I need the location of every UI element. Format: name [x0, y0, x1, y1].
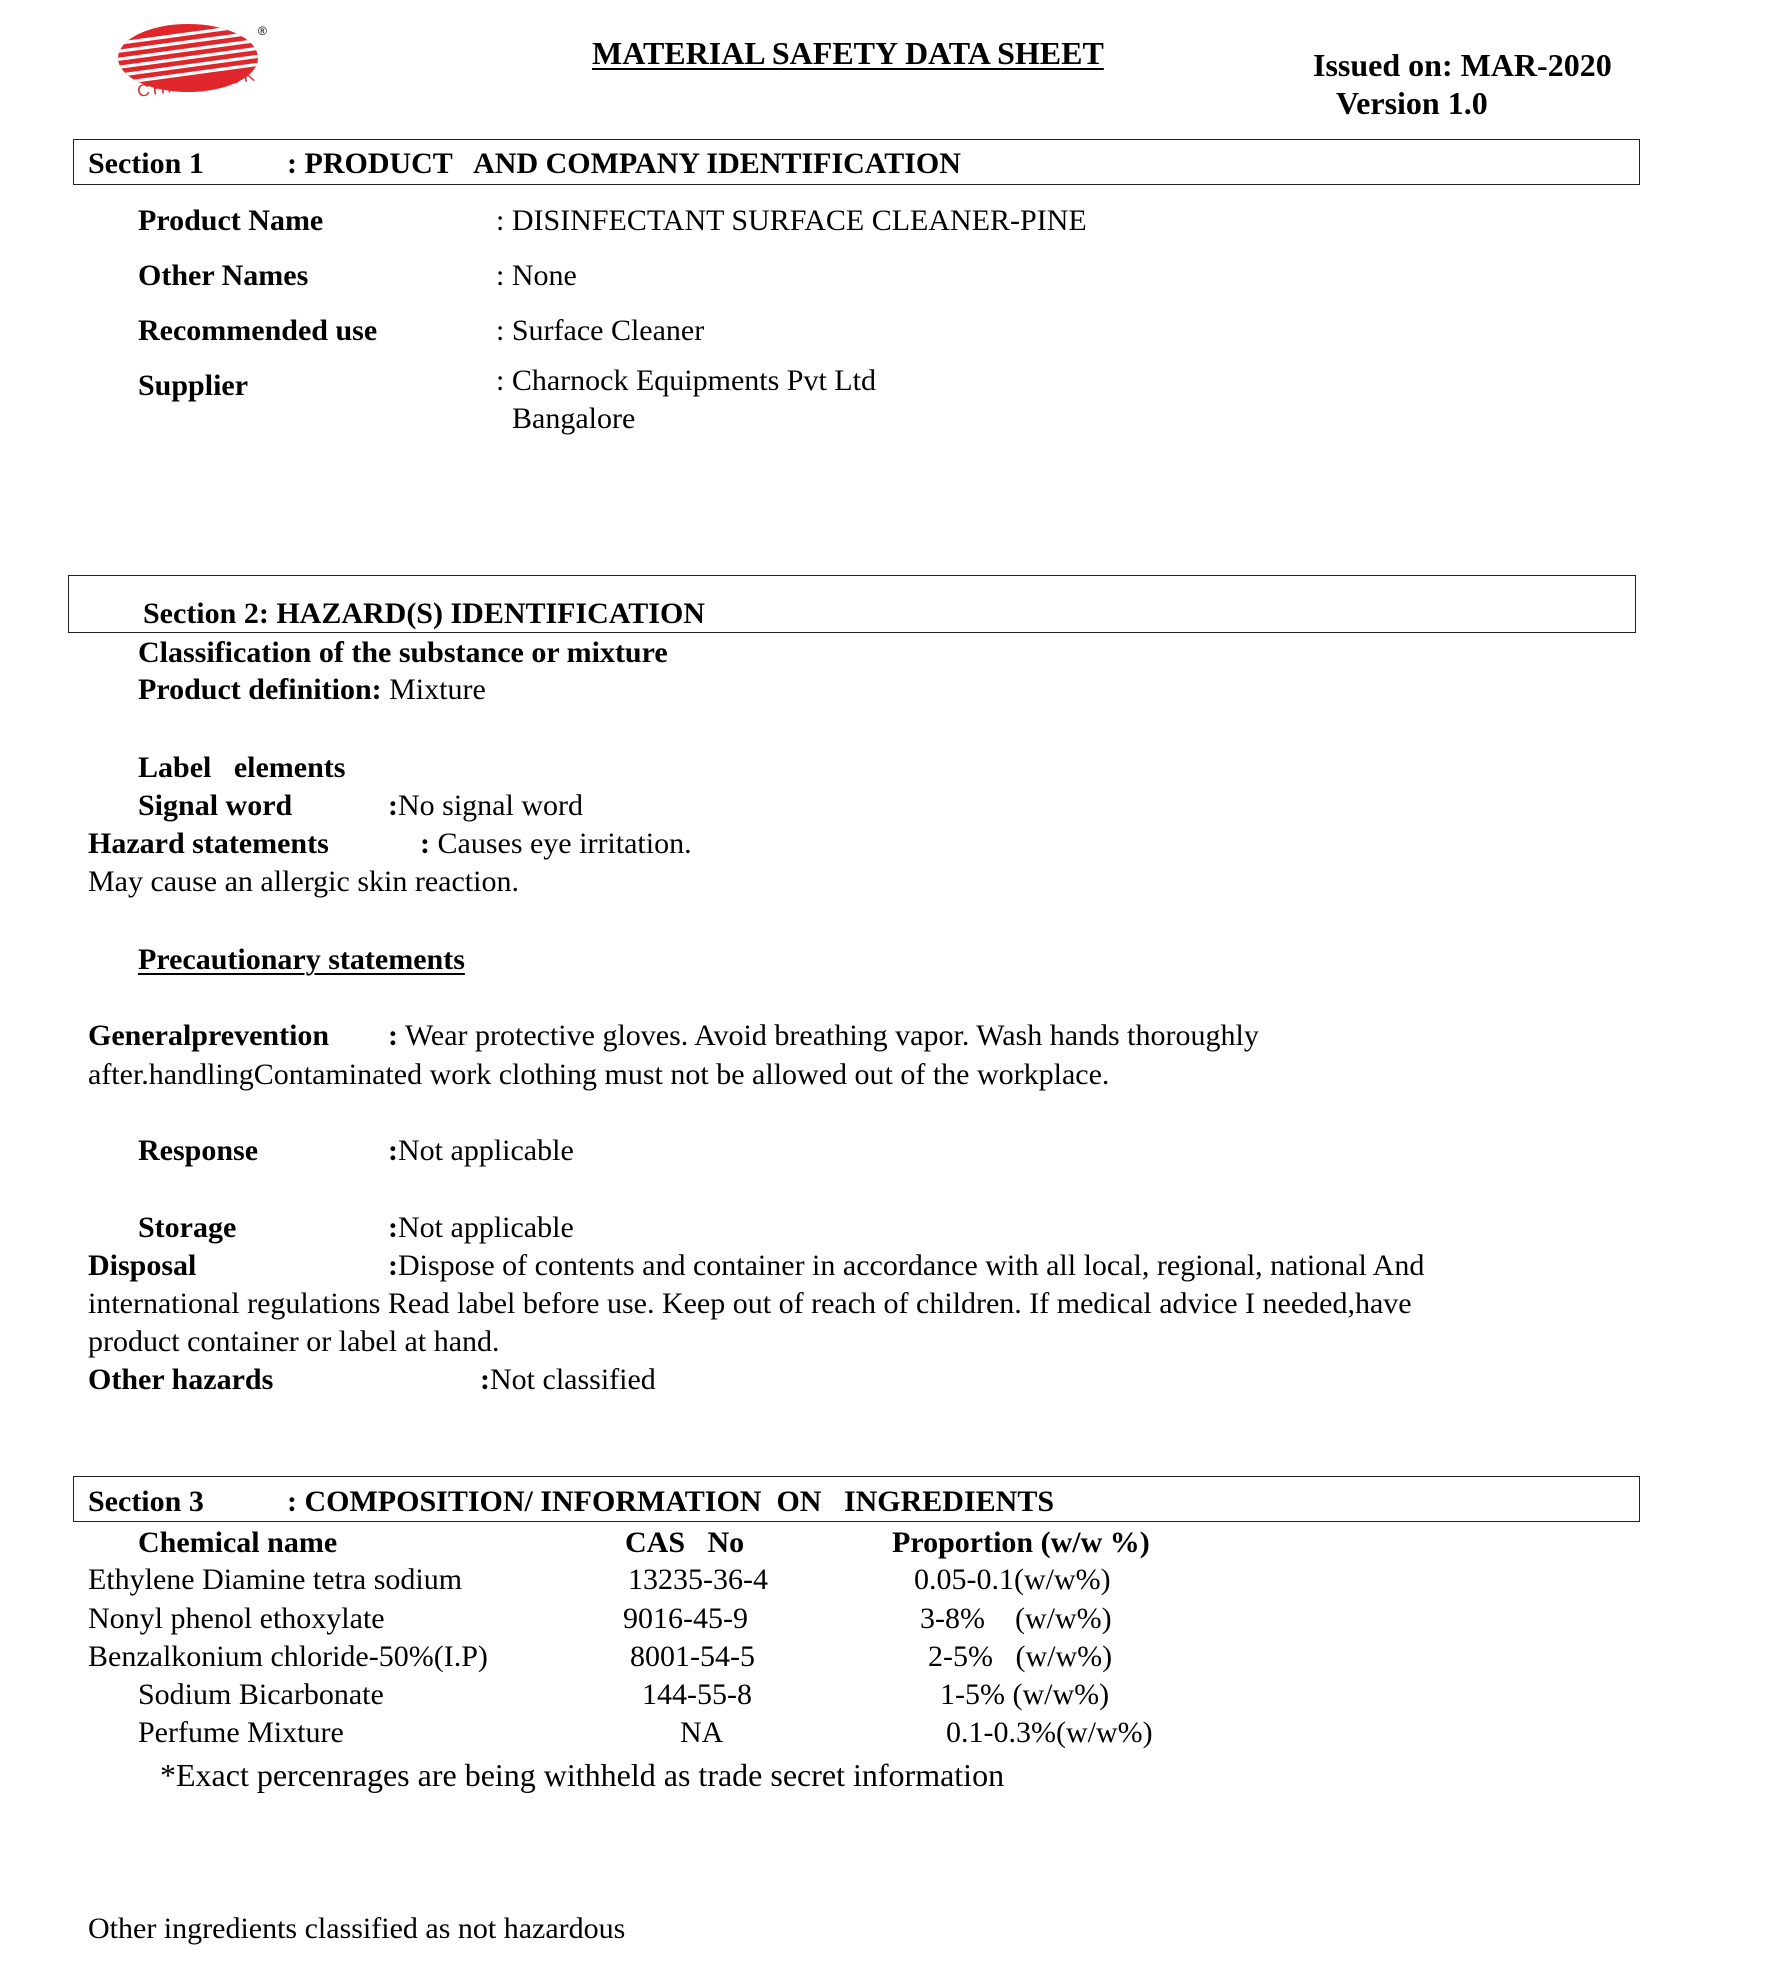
disposal-line2: international regulations Read label before use. Keep out of reach of children. If medical advice I needed,have — [88, 1287, 1412, 1320]
issued-on: Issued on: MAR-2020 — [1313, 47, 1612, 83]
registered-mark: ® — [258, 24, 267, 38]
cas-number: 9016-45-9 — [623, 1602, 748, 1635]
colon: : — [388, 1249, 398, 1282]
cas-number: NA — [680, 1716, 724, 1749]
chemical-name: Perfume Mixture — [138, 1716, 344, 1749]
column-header-proportion: Proportion (w/w %) — [892, 1526, 1150, 1559]
colon: : — [420, 827, 430, 860]
hazard-statements-line2: May cause an allergic skin reaction. — [88, 865, 519, 898]
chemical-name: Benzalkonium chloride-50%(I.P) — [88, 1640, 488, 1673]
general-prevention-label: Generalprevention — [88, 1019, 330, 1052]
colon: : — [388, 1019, 398, 1052]
charnock-logo — [118, 18, 278, 114]
recommended-use-label: Recommended use — [138, 314, 378, 347]
disposal-value: Dispose of contents and container in accordance with all local, regional, national And — [398, 1249, 1425, 1282]
trade-secret-footnote: *Exact percenrages are being withheld as trade secret information — [160, 1757, 1005, 1793]
other-hazards-value: Not classified — [490, 1363, 656, 1396]
colon: : — [388, 1134, 398, 1167]
other-ingredients-note: Other ingredients classified as not hazardous — [88, 1912, 626, 1945]
chemical-name: Ethylene Diamine tetra sodium — [88, 1563, 463, 1596]
disposal-line3: product container or label at hand. — [88, 1325, 500, 1358]
general-prevention-value: Wear protective gloves. Avoid breathing vapor. Wash hands thoroughly — [404, 1019, 1259, 1052]
storage-row — [388, 1210, 574, 1246]
storage-value: Not applicable — [398, 1211, 574, 1244]
signal-word-label: Signal word — [138, 789, 293, 822]
column-header-chemical-name: Chemical name — [138, 1526, 338, 1559]
proportion: 0.05-0.1(w/w%) — [914, 1563, 1111, 1596]
response-label: Response — [138, 1134, 259, 1167]
chemical-name: Nonyl phenol ethoxylate — [88, 1602, 385, 1635]
hazard-statements-label: Hazard statements — [88, 827, 329, 860]
colon: : — [480, 1363, 490, 1396]
cas-number: 144-55-8 — [642, 1678, 752, 1711]
supplier-value: : Charnock Equipments Pvt Ltd — [496, 364, 876, 397]
section-3-title: : COMPOSITION/ INFORMATION ON INGREDIENTS — [287, 1485, 1055, 1518]
version: Version 1.0 — [1336, 85, 1488, 121]
proportion: 1-5% (w/w%) — [940, 1678, 1110, 1711]
other-hazards-row — [480, 1362, 656, 1398]
product-definition — [138, 672, 486, 708]
other-hazards-label: Other hazards — [88, 1363, 274, 1396]
response-value: Not applicable — [398, 1134, 574, 1167]
response-row — [388, 1133, 574, 1169]
proportion: 2-5% (w/w%) — [928, 1640, 1113, 1673]
section-1-label: Section 1 — [88, 147, 204, 180]
precautionary-heading: Precautionary statements — [138, 943, 465, 976]
product-definition-label: Product definition: — [138, 673, 382, 706]
section-1-title: : PRODUCT AND COMPANY IDENTIFICATION — [287, 147, 961, 180]
hazard-statements-row — [420, 826, 692, 862]
signal-word-value: No signal word — [398, 789, 583, 822]
logo-brand-text: CHARNOCK — [136, 65, 259, 101]
general-prevention-line2: after.handlingContaminated work clothing must not be allowed out of the workplace. — [88, 1058, 1110, 1091]
section-2-title: Section 2: HAZARD(S) IDENTIFICATION — [143, 597, 705, 630]
classification-heading: Classification of the substance or mixture — [138, 636, 668, 669]
product-definition-value: Mixture — [389, 673, 486, 706]
other-names-label: Other Names — [138, 259, 309, 292]
label-elements-heading: Label elements — [138, 751, 346, 784]
section-3-label: Section 3 — [88, 1485, 204, 1518]
supplier-city: Bangalore — [512, 402, 636, 435]
storage-label: Storage — [138, 1211, 237, 1244]
signal-word-row — [388, 788, 583, 824]
disposal-label: Disposal — [88, 1249, 197, 1282]
hazard-statements-value: Causes eye irritation. — [437, 827, 692, 860]
colon: : — [388, 1211, 398, 1244]
document-title: MATERIAL SAFETY DATA SHEET — [592, 35, 1104, 71]
proportion: 3-8% (w/w%) — [920, 1602, 1112, 1635]
cas-number: 13235-36-4 — [628, 1563, 768, 1596]
cas-number: 8001-54-5 — [630, 1640, 755, 1673]
disposal-row — [388, 1248, 1424, 1284]
colon: : — [388, 789, 398, 822]
general-prevention-row — [388, 1018, 1259, 1054]
supplier-label: Supplier — [138, 369, 249, 402]
product-name-value: : DISINFECTANT SURFACE CLEANER-PINE — [496, 204, 1087, 237]
chemical-name: Sodium Bicarbonate — [138, 1678, 384, 1711]
recommended-use-value: : Surface Cleaner — [496, 314, 705, 347]
product-name-label: Product Name — [138, 204, 324, 237]
proportion: 0.1-0.3%(w/w%) — [946, 1716, 1153, 1749]
other-names-value: : None — [496, 259, 577, 292]
column-header-cas-no: CAS No — [625, 1526, 745, 1559]
